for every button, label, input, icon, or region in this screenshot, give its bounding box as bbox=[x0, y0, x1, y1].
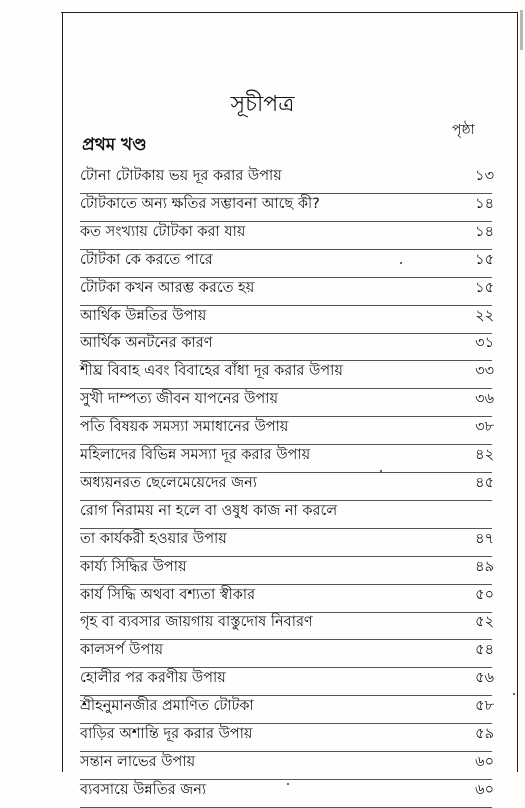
toc-entry bbox=[80, 416, 492, 445]
toc-entry-label: রোগ নিরাময় না হলে বা ওষুধ কাজ না করলে bbox=[80, 502, 338, 519]
section-heading: প্রথম খণ্ড bbox=[82, 135, 147, 155]
toc-entry bbox=[80, 667, 492, 696]
toc-entry-page: ৬০ bbox=[475, 753, 494, 770]
toc-entry-page: ৫৯ bbox=[475, 726, 494, 742]
toc-entry-page: ৪৫ bbox=[475, 474, 494, 491]
toc-entry bbox=[80, 360, 492, 389]
toc-entry bbox=[80, 444, 492, 473]
toc-entry-page: ৪৭ bbox=[475, 530, 494, 547]
toc-entry-page: ২২ bbox=[475, 307, 494, 324]
toc-entry-label: তা কার্যকরী হওয়ার উপায় bbox=[80, 530, 227, 547]
toc-entry-page: ৫২ bbox=[475, 614, 494, 631]
toc-title: সূচীপত্র bbox=[230, 92, 295, 117]
toc-entry-label: কালসর্প উপায় bbox=[80, 642, 164, 659]
toc-entry bbox=[80, 305, 492, 334]
toc-entry bbox=[80, 584, 492, 613]
toc-entry bbox=[80, 528, 492, 557]
toc-entry-label: শ্রীহনুমানজীর প্রমাণিত টোটকা bbox=[80, 698, 254, 715]
toc-entry-label: কত সংখ্যায় টোটকা করা যায় bbox=[80, 223, 246, 240]
toc-entry-label: টোটকা কখন আরম্ভ করতে হয় bbox=[80, 279, 255, 296]
toc-entry-page: ৫৮ bbox=[475, 698, 494, 715]
toc-entry-page: ৩১ bbox=[475, 335, 494, 352]
toc-entry-page: ৪২ bbox=[475, 447, 494, 463]
toc-entry bbox=[80, 388, 492, 417]
toc-entry-label: হোলীর পর করণীয় উপায় bbox=[80, 670, 226, 687]
toc-entry-label: আর্থিক অনটনের কারণ bbox=[80, 335, 213, 352]
toc-entry bbox=[80, 249, 492, 278]
toc-entry bbox=[80, 472, 492, 501]
toc-entry bbox=[80, 723, 492, 752]
toc-entry-page: ৩৬ bbox=[475, 391, 494, 408]
toc-entry-label: কার্য সিদ্ধি অথবা বশ্যতা স্বীকার bbox=[80, 586, 256, 603]
toc-entry-page: ৫৪ bbox=[475, 642, 494, 659]
toc-entry bbox=[80, 695, 492, 724]
toc-entry-label: কার্য্য সিদ্ধির উপায় bbox=[80, 558, 187, 575]
toc-entry bbox=[80, 165, 492, 194]
toc-entry-label: শীঘ্র বিবাহ এবং বিবাহের বাঁধা দূর করার উপায় bbox=[80, 363, 343, 380]
toc-entry-label: আর্থিক উন্নতির উপায় bbox=[80, 307, 207, 324]
toc-entry-label: গৃহ বা ব্যবসার জায়গায় বাস্তুদোষ নিবারণ bbox=[80, 614, 313, 631]
toc-entry-page: ১৩ bbox=[475, 168, 494, 184]
toc-entry-page: ১৪ bbox=[475, 223, 494, 240]
scan-speck bbox=[380, 470, 382, 472]
toc-entry bbox=[80, 500, 492, 529]
toc-entry bbox=[80, 779, 492, 808]
toc-entry bbox=[80, 193, 492, 222]
toc-entry-page: ৪৯ bbox=[475, 558, 494, 575]
toc-entry-label: টোনা টোটকায় ভয় দূর করার উপায় bbox=[80, 168, 282, 184]
toc-entry-page: ১৪ bbox=[475, 195, 494, 212]
toc-entry-page: ৩৩ bbox=[475, 363, 494, 380]
toc-entry bbox=[80, 556, 492, 585]
toc-entry-page: ১৫ bbox=[475, 251, 494, 268]
toc-entry bbox=[80, 221, 492, 250]
toc-entry bbox=[80, 751, 492, 780]
toc-entry-label: অধ্যয়নরত ছেলেমেয়েদের জন্য bbox=[80, 474, 257, 491]
toc-entry-label: টোটকাতে অন্য ক্ষতির সম্ভাবনা আছে কী? bbox=[80, 195, 320, 212]
toc-entry-label: ব্যবসায়ে উন্নতির জন্য bbox=[80, 781, 207, 798]
toc-entry bbox=[80, 277, 492, 306]
toc-entry-page: ৫০ bbox=[475, 586, 494, 603]
toc-entry-label: মহিলাদের বিভিন্ন সমস্যা দূর করার উপায় bbox=[80, 447, 311, 463]
page-column-heading: পৃষ্ঠা bbox=[452, 122, 475, 138]
toc-entry-label: সন্তান লাভের উপায় bbox=[80, 753, 196, 770]
toc-entry-label: টোটকা কে করতে পারে bbox=[80, 251, 213, 268]
scan-speck bbox=[400, 262, 402, 264]
toc-entry-label: সুখী দাম্পত্য জীবন যাপনের উপায় bbox=[80, 391, 278, 408]
toc-entry-page: ৫৬ bbox=[475, 670, 494, 687]
toc-entry bbox=[80, 332, 492, 361]
scan-edge bbox=[520, 10, 523, 50]
toc-entry-label: বাড়ির অশান্তি দূর করার উপায় bbox=[80, 726, 253, 742]
toc-entry-page: ৩৮ bbox=[475, 419, 494, 436]
scan-speck bbox=[513, 693, 515, 695]
toc-entry bbox=[80, 611, 492, 640]
toc-entry-page: ১৫ bbox=[475, 279, 494, 296]
toc-entry bbox=[80, 639, 492, 668]
toc-entry-label: পতি বিষয়ক সমস্যা সমাধানের উপায় bbox=[80, 419, 289, 436]
toc-entry-page: ৬০ bbox=[475, 781, 494, 798]
scan-speck bbox=[287, 783, 289, 785]
